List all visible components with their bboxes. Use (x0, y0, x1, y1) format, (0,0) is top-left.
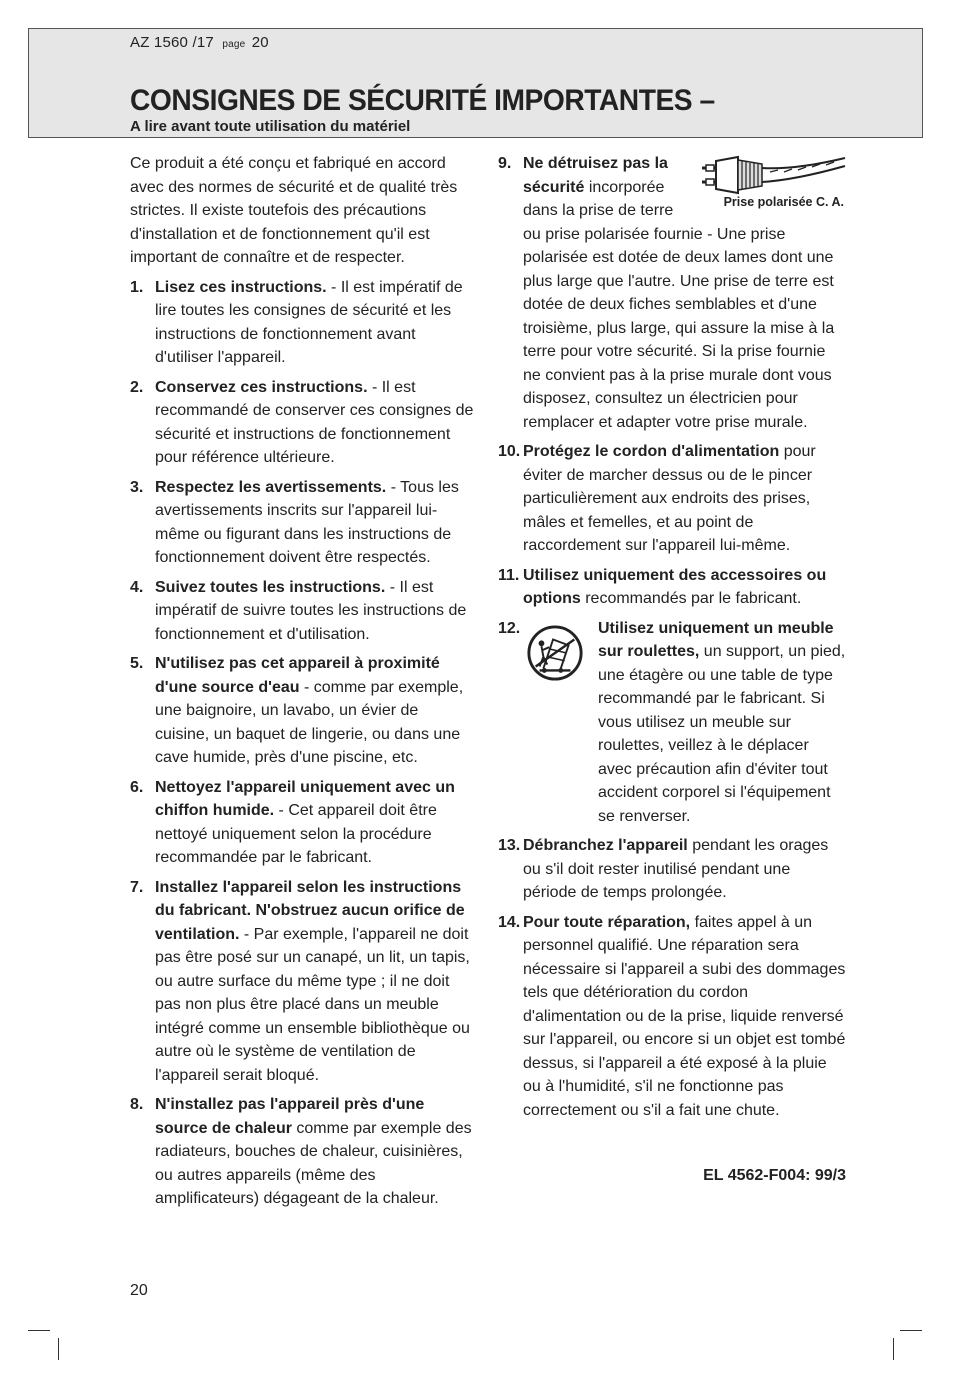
item-text: pendant les orages ou s'il doit rester inutilisé pendant une période de temps prolongée. (523, 837, 829, 901)
item-number: 12. (498, 619, 521, 637)
page-number: 20 (130, 1282, 148, 1299)
safety-item-6 (130, 776, 476, 870)
item-text: - Par exemple, l'appareil ne doit pas être posé sur un canapé, un lit, un tapis, ou autre surface du même type ; il ne doit pas non plus être placé dans un meuble intégré comme un ensemble bibliothèque ou autre où le système de ventilation de l'appareil serait bloqué. (155, 925, 470, 1084)
item-text: - Il est recommandé de conserver ces consignes de sécurité et instructions de fonctionnement pour référence ultérieure. (155, 378, 474, 466)
item-text: - Tous les avertissements inscrits sur l'appareil lui-même ou figurant dans les instructions de fonctionnement doivent être respectés. (155, 478, 459, 566)
item-heading: Nettoyez l'appareil uniquement avec un chiffon humide. (155, 778, 455, 819)
item-number: 5. (130, 655, 144, 672)
item-heading: Respectez les avertissements. (155, 478, 387, 496)
safety-item-2 (130, 376, 476, 470)
crop-mark (28, 1330, 50, 1331)
safety-item-8 (130, 1093, 476, 1211)
item-heading: Lisez ces instructions. (155, 278, 327, 296)
item-text: - Il est impératif de suivre toutes les instructions de fonctionnement et d'utilisation. (155, 578, 467, 643)
model-name: AZ 1560 /17 (130, 34, 214, 51)
safety-item-4 (130, 576, 476, 647)
safety-item-10 (498, 440, 846, 558)
page-subtitle: A lire avant toute utilisation du matériel (130, 118, 411, 135)
model-page-reference (130, 34, 269, 51)
item-number: 10. (498, 443, 521, 460)
item-heading: Installez l'appareil selon les instructions du fabricant. N'obstruez aucun orifice de ventilation. (155, 878, 465, 943)
item-text: pour éviter de marcher dessus ou de le pincer particulièrement aux endroits des prises, mâles et femelles, et au point de raccordement sur l'appareil lui-même. (523, 443, 816, 554)
item-text: comme par exemple des radiateurs, bouches de chaleur, cuisinières, ou autres appareils (même des amplificateurs) dégageant de la chaleur. (155, 1119, 472, 1207)
item-number: 14. (498, 913, 521, 931)
item-number: 1. (130, 278, 144, 296)
safety-item-11 (498, 564, 846, 611)
page-ref-number: 20 (251, 34, 269, 51)
polarized-plug-icon (700, 152, 850, 198)
item-number: 6. (130, 778, 144, 796)
item-heading: N'utilisez pas cet appareil à proximité d'une source d'eau (155, 655, 440, 696)
safety-item-7 (130, 876, 476, 1088)
item-number: 7. (130, 878, 144, 896)
safety-item-14 (498, 911, 846, 1123)
item-heading: Protégez le cordon d'alimentation (523, 443, 780, 460)
crop-mark (893, 1338, 894, 1360)
document-reference-code: EL 4562-F004: 99/3 (703, 1167, 846, 1184)
item-heading: Débranchez l'appareil (523, 837, 688, 854)
item-number: 11. (498, 566, 520, 584)
item-number: 13. (498, 837, 521, 854)
item-heading: Utilisez uniquement un meuble sur roulettes, (598, 619, 834, 660)
safety-item-9 (498, 152, 846, 434)
item-heading: Conservez ces instructions. (155, 378, 368, 396)
intro-paragraph: Ce produit a été conçu et fabriqué en accord avec des normes de sécurité et de qualité très strictes. Il existe toutefois des précautions d'installation et de fonctionnement qu'il est important de connaître et de respecter. (130, 155, 458, 266)
item-number: 9. (498, 155, 512, 172)
page-title: CONSIGNES DE SÉCURITÉ IMPORTANTES – (130, 84, 715, 117)
item-text: incorporée dans la prise de terre ou prise polarisée fournie - Une prise polarisée est dotée de deux lames dont une plus large que l'autre. Une prise de terre est dotée de deux fiches semblables et d'une troisième, plus large, qui assure la mise à la terre pour votre sécurité. Si la prise fournie ne convient pas à la prise murale dont vous disposez, consultez un électricien pour remplacer et adapter votre prise murale. (523, 178, 835, 431)
safety-item-1 (130, 276, 476, 370)
item-heading: Utilisez uniquement des accessoires ou options (523, 566, 827, 607)
item-text: - Il est impératif de lire toutes les consignes de sécurité et les instructions de fonctionnement avant d'utiliser l'appareil. (155, 278, 463, 366)
plug-caption: Prise polarisée C. A. (723, 195, 844, 209)
cart-tip-over-warning-icon (526, 623, 584, 683)
item-text: faites appel à un personnel qualifié. Une réparation sera nécessaire si l'appareil a subi des dommages tels que détérioration du cordon d'alimentation ou de la prise, liquide renversé sur l'appareil, ou encore si un objet est tombé dessus, si l'appareil a été exposé à la pluie ou à l'humidité, s'il ne fonctionne pas correctement ou s'il a fait une chute. (523, 913, 846, 1119)
item-text: - comme par exemple, une baignoire, un lavabo, un évier de cuisine, un baquet de lingerie, ou dans une cave humide, près d'une piscine, etc. (155, 678, 464, 766)
item-number: 3. (130, 478, 144, 496)
right-column (498, 152, 846, 1128)
safety-item-13 (498, 834, 846, 905)
item-text: recommandés par le fabricant. (580, 590, 802, 607)
crop-mark (900, 1330, 922, 1331)
item-text: - Cet appareil doit être nettoyé uniquement selon la procédure recommandée par le fabricant. (155, 802, 437, 866)
item-heading: Suivez toutes les instructions. (155, 578, 386, 596)
item-text: un support, un pied, une étagère ou une table de type recommandé par le fabricant. Si vous utilisez un meuble sur roulettes, veillez à le déplacer avec précaution afin d'éviter tout accident corporel si l'équipement se renverser. (598, 643, 846, 825)
item-number: 8. (130, 1096, 144, 1113)
polarized-plug-figure (700, 152, 850, 222)
item-heading: N'installez pas l'appareil près d'une source de chaleur (155, 1096, 425, 1137)
safety-item-5 (130, 652, 476, 770)
safety-item-12 (498, 617, 846, 829)
item-number: 4. (130, 578, 144, 596)
left-column (130, 152, 476, 1217)
item-heading: Pour toute réparation, (523, 913, 691, 931)
item-number: 2. (130, 378, 144, 396)
page-word: page (222, 39, 246, 50)
safety-item-3 (130, 476, 476, 570)
crop-mark (58, 1338, 59, 1360)
item-heading: Ne détruisez pas la sécurité (523, 155, 668, 196)
